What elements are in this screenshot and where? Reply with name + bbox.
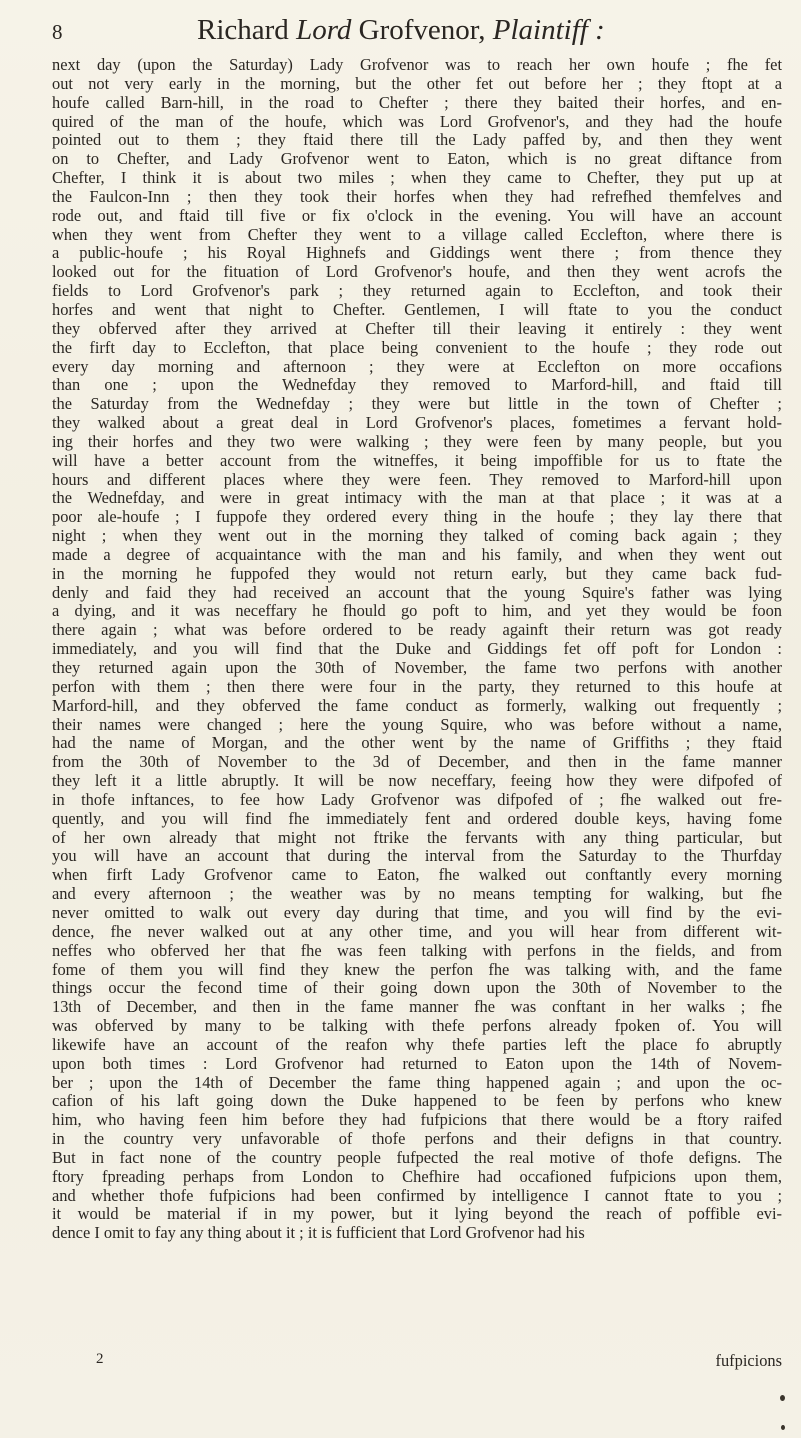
text-line: in the morning he fuppofed they would not return early, but they came back fud- — [52, 564, 782, 583]
text-line: had the name of Morgan, and the other went by the name of Griffiths ; they ftaid — [52, 734, 782, 753]
running-title — [197, 14, 605, 47]
text-line: when firft Lady Grofvenor came to Eaton, fhe walked out conftantly every morning — [52, 866, 782, 885]
text-line: fome of them you will find they knew the perfon fhe was talking with, and the fame — [52, 960, 782, 979]
text-line: pointed out to them ; they ftaid there till the Lady paffed by, and then they went — [52, 131, 782, 150]
running-head — [52, 14, 782, 50]
text-line: the Wednefday, and were in great intimacy with the man at that place ; it was at a — [52, 489, 782, 508]
text-line: the Faulcon-Inn ; then they took their horfes when they had refrefhed themfelves and — [52, 187, 782, 206]
text-line: the firft day to Ecclefton, that place being convenient to the houfe ; they rode out — [52, 338, 782, 357]
text-line: horfes and went that night to Chefter. Gentlemen, I will ftate to you the conduct — [52, 300, 782, 319]
text-line: quently, and you will find fhe immediately fent and ordered double keys, having fome — [52, 809, 782, 828]
text-line: next day (upon the Saturday) Lady Grofvenor was to reach her own houfe ; fhe fet — [52, 56, 782, 74]
title-role: Plaintiff : — [492, 14, 605, 46]
text-line: ing their horfes and they two were walking ; they were feen by many people, but you — [52, 432, 782, 451]
text-line: likewife have an account of the reafon why thefe parties left the place fo abruptly — [52, 1035, 782, 1054]
text-line: every day morning and afternoon ; they were at Ecclefton on more occafions — [52, 357, 782, 376]
text-line: ftory fpreading perhaps from London to Chefhire had occafioned fufpicions upon them, — [52, 1167, 782, 1186]
text-line: Marford-hill, and they obferved the fame conduct as formerly, walking out frequently ; — [52, 696, 782, 715]
text-line: quired of the man of the houfe, which was Lord Grofvenor's, and they had the houfe — [52, 112, 782, 131]
text-line: they walked about a great deal in Lord Grofvenor's places, fometimes a fervant hold- — [52, 414, 782, 433]
page-number: 8 — [52, 20, 63, 44]
text-line: 13th of December, and then in the fame manner fhe was conftant in her walks ; fhe — [52, 998, 782, 1017]
text-line: denly and faid they had received an account that the young Squire's father was lying — [52, 583, 782, 602]
text-line: it would be material if in my power, but it lying beyond the reach of poffible evi- — [52, 1205, 782, 1224]
text-line: the Saturday from the Wednefday ; they were but little in the town of Chefter ; — [52, 395, 782, 414]
text-line: on to Chefter, and Lady Grofvenor went to Eaton, which is no great diftance from — [52, 150, 782, 169]
text-line: rode out, and ftaid till five or fix o'clock in the evening. You will have an account — [52, 206, 782, 225]
signature-mark: 2 — [96, 1351, 104, 1367]
title-name: Grofvenor, — [358, 14, 486, 46]
text-line: things occur the fecond time of their going down upon the 30th of November to the — [52, 979, 782, 998]
text-line: immediately, and you will find that the Duke and Giddings fet off poft for London : — [52, 640, 782, 659]
text-line: and whether thofe fufpicions had been confirmed by intelligence I cannot ftate to you ; — [52, 1186, 782, 1205]
text-line: perfon with them ; then there were four in the party, they returned to this houfe at — [52, 677, 782, 696]
catchword: fufpicions — [715, 1351, 782, 1370]
text-line: hours and different places where they were feen. They removed to Marford-hill upon — [52, 470, 782, 489]
text-line: cafion of his laft going down the Duke happened to be feen by perfons who knew — [52, 1092, 782, 1111]
text-line: a dying, and it was neceffary he fhould go poft to him, and yet they would be foon — [52, 602, 782, 621]
text-line: ber ; upon the 14th of December the fame thing happened again ; and upon the oc- — [52, 1073, 782, 1092]
text-line: their names were changed ; here the young Squire, who was before without a name, — [52, 715, 782, 734]
text-line: you will have an account that during the interval from the Saturday to the Thurfday — [52, 847, 782, 866]
body-text — [52, 56, 782, 1243]
page-footer — [52, 1351, 782, 1373]
text-line: Chefter, I think it is about two miles ; when they came to Chefter, they put up at — [52, 169, 782, 188]
text-line: and every afternoon ; the weather was by no means tempting for walking, but fhe — [52, 885, 782, 904]
text-line: in thofe inftances, to fee how Lady Grofvenor was difpofed of ; fhe walked out fre- — [52, 790, 782, 809]
title-prefix: Richard — [197, 14, 289, 46]
text-line: in the country very unfavorable of thofe perfons and their defigns in that country. — [52, 1130, 782, 1149]
text-line: there again ; what was before ordered to be ready againft their return was got ready — [52, 621, 782, 640]
text-line: of her own already that might not ftrike the fervants with any thing particular, but — [52, 828, 782, 847]
text-line: dence, fhe never walked out at any other time, and you will hear from different wit- — [52, 922, 782, 941]
text-line: But in fact none of the country people fufpected the real motive of thofe defigns. The — [52, 1148, 782, 1167]
text-line: upon both times : Lord Grofvenor had returned to Eaton upon the 14th of Novem- — [52, 1054, 782, 1073]
text-line: him, who having feen him before they had fufpicions that there would be a ftory raifed — [52, 1111, 782, 1130]
text-line: houfe called Barn-hill, in the road to Chefter ; there they baited their horfes, and en- — [52, 93, 782, 112]
text-line: dence I omit to fay any thing about it ; it is fufficient that Lord Grofvenor had his — [52, 1224, 585, 1243]
text-line: made a degree of acquaintance with the man and his family, and when they went out — [52, 545, 782, 564]
text-line: neffes who obferved her that fhe was feen talking with perfons in the fields, and from — [52, 941, 782, 960]
text-line: will have a better account from the witneffes, it being impoffible for us to ftate the — [52, 451, 782, 470]
text-line: a public-houfe ; his Royal Highnefs and Giddings went there ; from thence they — [52, 244, 782, 263]
text-line: they left it a little abruptly. It will be now neceffary, feeing how they were difpofed of — [52, 772, 782, 791]
text-line: from the 30th of November to the 3d of December, and then in the fame manner — [52, 753, 782, 772]
text-line: night ; when they went out in the morning they talked of coming back again ; they — [52, 527, 782, 546]
text-line: looked out for the fituation of Lord Grofvenor's houfe, and then they went acrofs the — [52, 263, 782, 282]
title-italic: Lord — [296, 14, 352, 46]
ink-speck — [781, 1425, 785, 1430]
ink-speck — [780, 1395, 785, 1401]
text-line: out not very early in the morning, but the other fet out before her ; they ftopt at a — [52, 74, 782, 93]
text-line: was obferved by many to be talking with thefe perfons already fpoken of. You will — [52, 1017, 782, 1036]
text-line: fields to Lord Grofvenor's park ; they returned again to Ecclefton, and took their — [52, 282, 782, 301]
text-line: poor ale-houfe ; I fuppofe they ordered every thing in the houfe ; they lay there that — [52, 508, 782, 527]
text-line: they obferved after they arrived at Chefter till their leaving it entirely : they went — [52, 319, 782, 338]
text-line: they returned again upon the 30th of November, the fame two perfons with another — [52, 659, 782, 677]
text-line: when they went from Chefter they went to a village called Ecclefton, where there is — [52, 225, 782, 244]
text-line: never omitted to walk out every day during that time, and you will find by the evi- — [52, 903, 782, 922]
text-line: than one ; upon the Wednefday they removed to Marford-hill, and ftaid till — [52, 376, 782, 395]
